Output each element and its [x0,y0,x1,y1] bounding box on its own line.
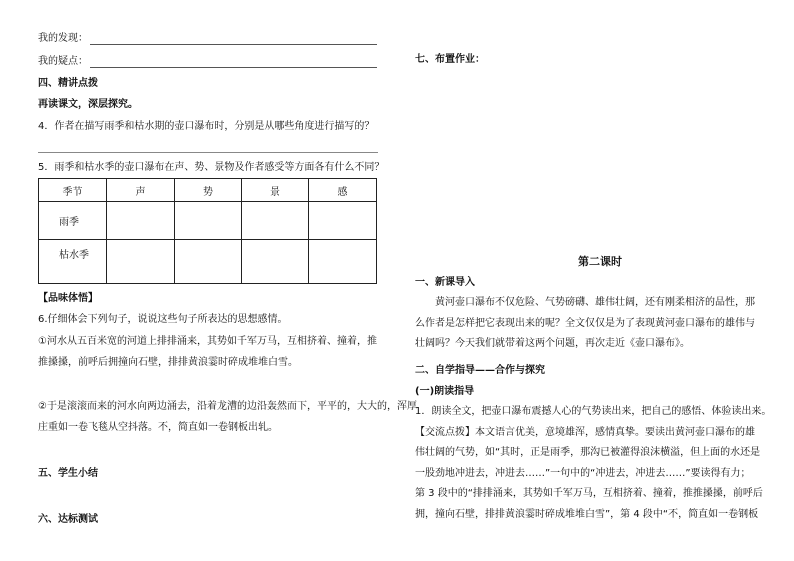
discovery-fill-line [90,44,377,45]
sentence-1 [38,332,377,373]
table-header-cell: 感 [309,179,377,202]
doubt-label: 我的疑点： [38,56,88,67]
doubt-fill-line [90,67,377,68]
reading-line: 伟壮阔的气势，如“其时，正是雨季，那沟已被灌得浪沫横溢，但上面的水还是 [415,447,761,458]
table-row [39,240,377,284]
table-cell [107,202,175,240]
reading-guide-title: (一)朗读指导 [415,386,475,397]
section6-title: 六、达标测试 [38,514,98,525]
reading-line: 第 3 段中的“排排涌来，其势如千军万马，互相挤着、撞着，推推搡搡，前呼后 [415,488,763,499]
lesson2-title: 第二课时 [578,255,622,268]
section5-title: 五、学生小结 [38,468,98,479]
pinwei-title: 【品味体悟】 [38,293,98,304]
sentence-2 [38,397,417,438]
reading-line: 1．朗读全文，把壶口瀑布震撼人心的气势读出来，把自己的感悟、体验读出来。 [415,406,772,417]
sentence-2-line: 庄重如一卷飞毯从空抖落。不，简直如一卷钢板出轧。 [38,421,278,433]
question-6: 6.仔细体会下列句子，说说这些句子所表达的思想感情。 [38,314,288,325]
sentence-2-line: ②于是滚滚而来的河水向两边涌去，沿着龙漕的边沿轰然而下，平平的，大大的，浑厚 [38,401,417,412]
table-header-cell: 景 [242,179,309,202]
intro-line: 么作者是怎样把它表现出来的呢？全文仅仅是为了表现黄河壶口瀑布的雄伟与 [415,317,755,329]
new-lesson-intro-title: 一、新课导入 [415,277,475,288]
table-cell [107,240,175,284]
table-header-cell: 季节 [39,179,107,202]
answer-line [38,152,378,153]
section4-subtitle: 再读课文，深层探究。 [38,99,138,110]
table-row-label: 枯水季 [39,240,107,284]
table-header-cell: 势 [175,179,242,202]
sentence-1-line: ①河水从五百米宽的河道上排排涌来，其势如千军万马，互相挤着、撞着，推 [38,336,377,347]
section7-title: 七、布置作业： [415,54,485,65]
question-4: 4．作者在描写雨季和枯水期的壶口瀑布时，分别是从哪些角度进行描写的？ [38,121,375,132]
discovery-label: 我的发现： [38,33,88,44]
table-cell [175,240,242,284]
table-cell [175,202,242,240]
reading-paragraph [415,402,771,525]
table-header-row [39,179,377,202]
intro-line: 黄河壶口瀑布不仅危险、气势磅礴、雄伟壮阔，还有刚柔相济的品性，那 [435,297,755,308]
intro-line: 壮阔吗？今天我们就带着这两个问题，再次走近《壶口瀑布》。 [415,338,690,349]
table-cell [242,240,309,284]
question-5: 5．雨季和枯水季的壶口瀑布在声、势、景物及作者感受等方面各有什么不同？ [38,162,385,173]
sentence-1-line: 推搡搡，前呼后拥撞向石壁，排排黄浪霎时碎成堆堆白雪。 [38,356,298,368]
table-row [39,202,377,240]
self-study-title: 二、自学指导——合作与探究 [415,365,545,376]
intro-paragraph [415,293,755,355]
reading-line: 一股劲地冲进去，冲进去……”一句中的“冲进去，冲进去……”要读得有力； [415,467,751,479]
reading-line: 【交流点拨】本文语言优美，意境雄浑，感情真挚。要读出黄河壶口瀑布的雄 [415,426,755,438]
reading-line: 拥，撞向石壁，排排黄浪霎时碎成堆堆白雪”，第 4 段中“不，简直如一卷钢板 [415,508,759,520]
table-cell [242,202,309,240]
table-cell [309,240,377,284]
table-row-label: 雨季 [39,202,107,240]
table-cell [309,202,377,240]
table-header-cell: 声 [107,179,175,202]
section4-title: 四、精讲点拨 [38,78,98,89]
comparison-table [38,178,377,284]
